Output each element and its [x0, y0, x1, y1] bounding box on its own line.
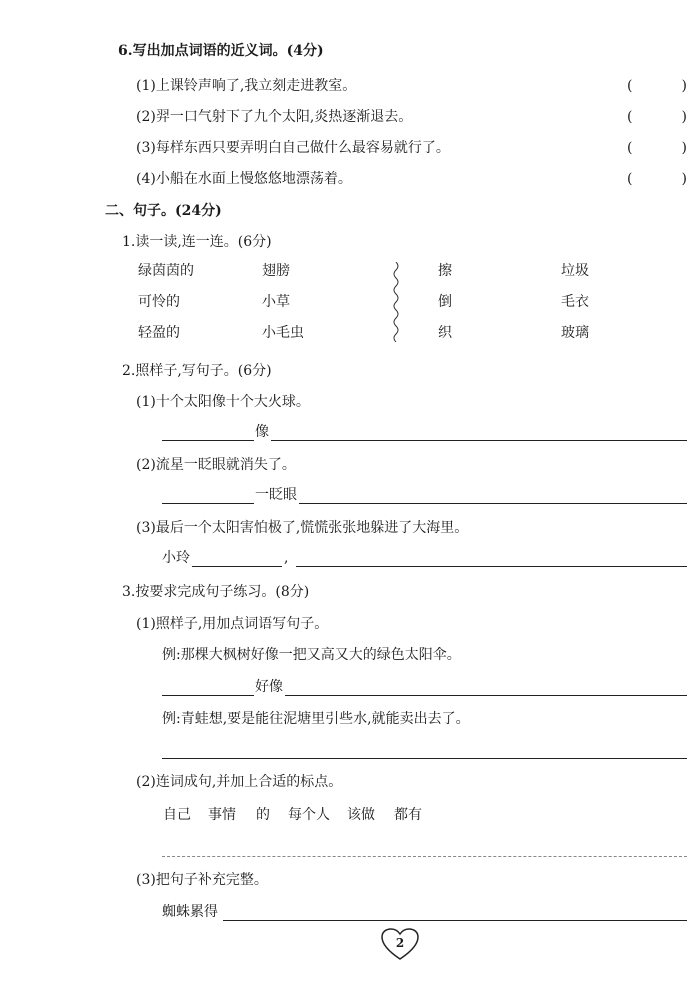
match-noun-1: 垃圾 — [561, 263, 589, 279]
word-chip: 该做 — [347, 807, 375, 823]
word-chip: 都有 — [394, 807, 422, 823]
page-number: 2 — [395, 936, 405, 950]
blank-line[interactable] — [162, 440, 254, 441]
match-left-1: 绿茵茵的 — [138, 263, 194, 279]
wavy-divider — [392, 262, 400, 342]
match-left-2: 可怜的 — [138, 294, 180, 310]
match-noun-2: 毛衣 — [561, 294, 589, 310]
q6-item-1: (1)上课铃声响了,我立刻走进教室。 — [136, 78, 357, 94]
q3-word-1: 好像 — [255, 679, 283, 695]
q6-item-3: (3)每样东西只要弄明白自己做什么最容易就行了。 — [136, 140, 450, 156]
word-chip: 的 — [256, 807, 270, 823]
q6-item-4: (4)小船在水面上慢悠悠地漂荡着。 — [136, 171, 352, 187]
q2-word-2: 一眨眼 — [255, 487, 297, 503]
match-mid-3: 小毛虫 — [262, 325, 304, 341]
q3-title: 3.按要求完成句子练习。(8分) — [122, 584, 310, 600]
answer-dotted-line[interactable] — [162, 856, 687, 857]
match-left-3: 轻盈的 — [138, 325, 180, 341]
blank-line[interactable] — [223, 920, 687, 921]
q1-title: 1.读一读,连一连。(6分) — [122, 234, 272, 250]
q2-title: 2.照样子,写句子。(6分) — [122, 363, 272, 379]
q3-example-2: 例:青蛙想,要是能往泥塘里引些水,就能卖出去了。 — [162, 711, 470, 727]
blank-line[interactable] — [162, 758, 687, 759]
blank-line[interactable] — [192, 566, 282, 567]
q3-subtask-2: (2)连词成句,并加上合适的标点。 — [136, 774, 343, 790]
answer-paren-1[interactable]: ( ) — [627, 78, 687, 94]
answer-paren-4[interactable]: ( ) — [627, 171, 687, 187]
match-verb-2: 倒 — [438, 294, 452, 310]
q2-word-1: 像 — [255, 424, 269, 440]
match-mid-1: 翅膀 — [262, 263, 290, 279]
q3-subtask-1: (1)照样子,用加点词语写句子。 — [136, 616, 329, 632]
q3-start-3: 蜘蛛累得 — [162, 904, 218, 920]
q2-example-3: (3)最后一个太阳害怕极了,慌慌张张地躲进了大海里。 — [136, 520, 469, 536]
word-chip: 事情 — [208, 807, 236, 823]
q6-title: 6.写出加点词语的近义词。(4分) — [118, 43, 324, 59]
match-noun-3: 玻璃 — [561, 325, 589, 341]
q2-example-2: (2)流星一眨眼就消失了。 — [136, 457, 296, 473]
blank-line[interactable] — [271, 440, 687, 441]
word-chip: 每个人 — [288, 807, 330, 823]
answer-paren-2[interactable]: ( ) — [627, 109, 687, 125]
q2-comma: , — [284, 550, 289, 566]
blank-line[interactable] — [299, 503, 687, 504]
word-chip: 自己 — [163, 807, 191, 823]
q6-item-2: (2)羿一口气射下了九个太阳,炎热逐渐退去。 — [136, 109, 413, 125]
blank-line[interactable] — [162, 695, 254, 696]
match-verb-3: 织 — [438, 325, 452, 341]
q2-start-3: 小玲 — [162, 550, 190, 566]
blank-line[interactable] — [162, 503, 254, 504]
q2-example-1: (1)十个太阳像十个大火球。 — [136, 394, 310, 410]
blank-line[interactable] — [296, 566, 687, 567]
match-verb-1: 擦 — [438, 263, 452, 279]
q3-example-1: 例:那棵大枫树好像一把又高又大的绿色太阳伞。 — [162, 647, 461, 663]
match-mid-2: 小草 — [262, 294, 290, 310]
answer-paren-3[interactable]: ( ) — [627, 140, 687, 156]
section-title: 二、句子。(24分) — [105, 203, 222, 219]
blank-line[interactable] — [285, 695, 687, 696]
q3-subtask-3: (3)把句子补充完整。 — [136, 872, 268, 888]
